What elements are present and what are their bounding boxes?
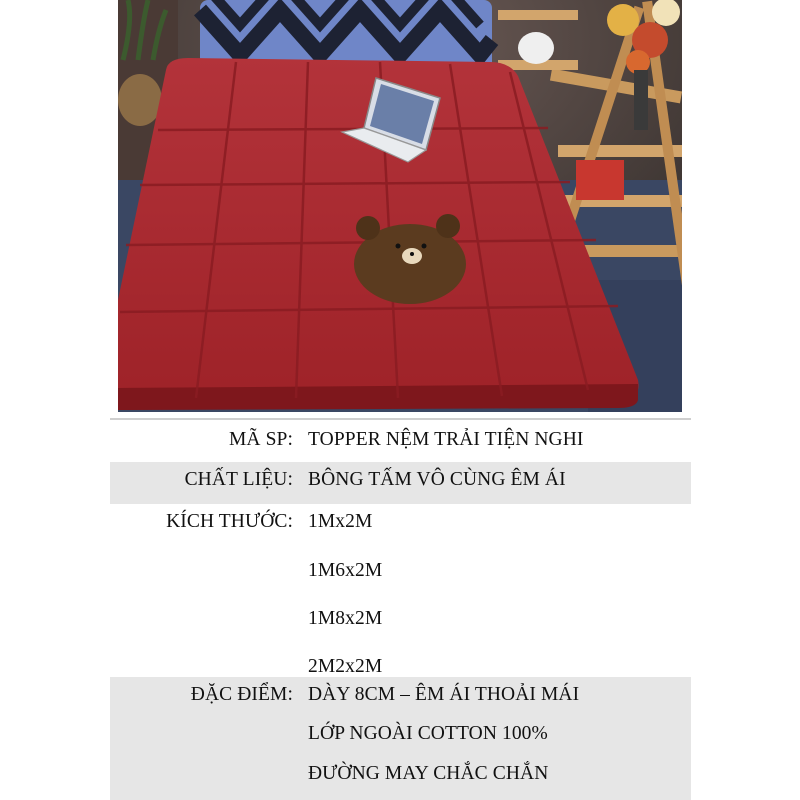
spec-value-feature-1: DÀY 8CM – ÊM ÁI THOẢI MÁI — [308, 684, 580, 705]
spec-value-size-4: 2M2x2M — [308, 656, 383, 677]
bear-pillow-icon — [354, 214, 466, 304]
spec-value-size-1: 1Mx2M — [308, 511, 373, 532]
spec-label-material: CHẤT LIỆU: — [184, 469, 293, 490]
spec-value-size-2: 1M6x2M — [308, 560, 383, 581]
spec-value-feature-2: LỚP NGOÀI COTTON 100% — [308, 723, 548, 744]
spec-value-product-code: TOPPER NỆM TRẢI TIỆN NGHI — [308, 429, 584, 450]
divider — [110, 418, 691, 420]
spec-table — [110, 418, 691, 800]
spec-label-product-code: MÃ SP: — [228, 429, 293, 450]
spec-label-size: KÍCH THƯỚC: — [166, 511, 293, 532]
spec-value-feature-3: ĐƯỜNG MAY CHẮC CHẮN — [308, 763, 549, 784]
product-photo — [118, 0, 682, 412]
spec-label-features: ĐẶC ĐIỂM: — [190, 684, 293, 705]
spec-value-material: BÔNG TẤM VÔ CÙNG ÊM ÁI — [308, 469, 566, 490]
spec-value-size-3: 1M8x2M — [308, 608, 383, 629]
